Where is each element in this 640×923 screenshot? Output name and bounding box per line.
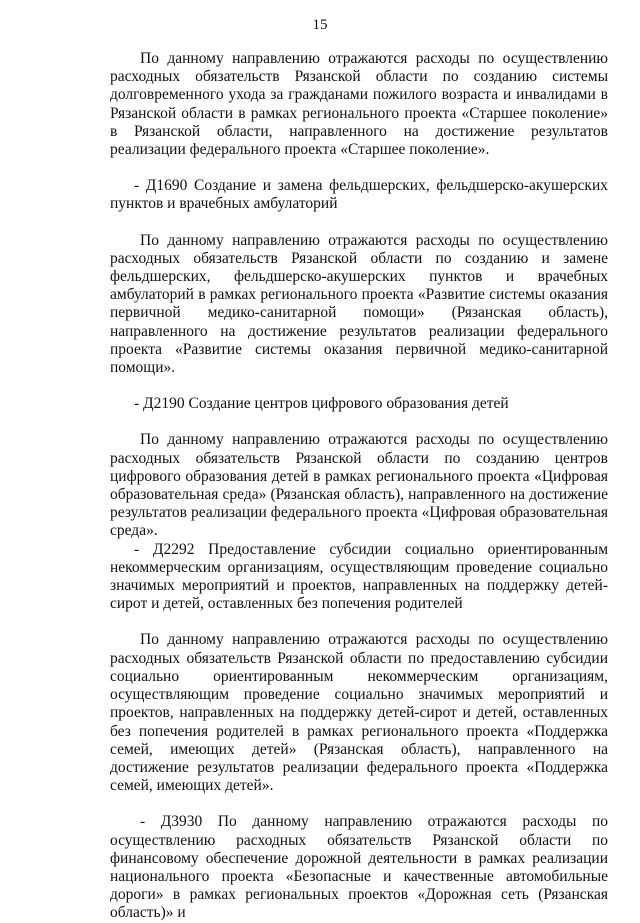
paragraph-eldercare-expenses: По данному направлению отражаются расходы по осуществлению расходных обязательств Рязанской области по созданию системы долговременного ухода за гражданами пожилого возраста и инвалидами в Рязанской области в рамках регионального проекта «Старшее поколение» в Рязанской области, направленного на достижение результатов реализации федерального проекта «Старшее поколение». bbox=[110, 50, 608, 159]
paragraph-d2190-expenses: По данному направлению отражаются расходы по осуществлению расходных обязательств Рязанской области по созданию центров цифрового образования детей в рамках регионального проекта «Цифровая образовательная среда» (Рязанская область), направленного на достижение результатов реализации федерального проекта «Цифровая образовательная среда». bbox=[110, 431, 608, 540]
paragraph-d3930-expenses: - Д3930 По данному направлению отражаются расходы по осуществлению расходных обязательств Рязанской области по финансовому обеспечение дорожной деятельности в рамках реализации национального проекта «Безопасные и качественные автомобильные дороги» в рамках региональных проектов «Дорожная сеть (Рязанская область)» и bbox=[110, 813, 608, 922]
document-body bbox=[110, 50, 608, 923]
page-number: 15 bbox=[312, 17, 328, 33]
section-heading-d1690: - Д1690 Создание и замена фельдшерских, фельдшерско-акушерских пунктов и врачебных амбулаторий bbox=[110, 177, 608, 213]
paragraph-d2292-expenses: По данному направлению отражаются расходы по осуществлению расходных обязательств Рязанской области по предоставлению субсидии социально ориентированным некоммерческим организациям, осуществляющим проведение социально значимых мероприятий и проектов, направленных на поддержку детей-сирот и детей, оставленных без попечения родителей в рамках регионального проекта «Поддержка семей, имеющих детей» (Рязанская область), направленного на достижение результатов реализации федерального проекта «Поддержка семей, имеющих детей». bbox=[110, 631, 608, 795]
section-heading-d2292: - Д2292 Предоставление субсидии социально ориентированным некоммерческим организациям, осуществляющим проведение социально значимых мероприятий и проектов, направленных на поддержку детей-сирот и детей, оставленных без попечения родителей bbox=[110, 540, 608, 613]
section-heading-d2190: - Д2190 Создание центров цифрового образования детей bbox=[134, 395, 509, 413]
paragraph-d1690-expenses: По данному направлению отражаются расходы по осуществлению расходных обязательств Рязанской области по созданию и замене фельдшерских, фельдшерско-акушерских пунктов и врачебных амбулаторий в рамках регионального проекта «Развитие системы оказания первичной медико-санитарной помощи» (Рязанская область), направленного на достижение результатов реализации федерального проекта «Развитие системы оказания первичной медико-санитарной помощи». bbox=[110, 231, 608, 377]
